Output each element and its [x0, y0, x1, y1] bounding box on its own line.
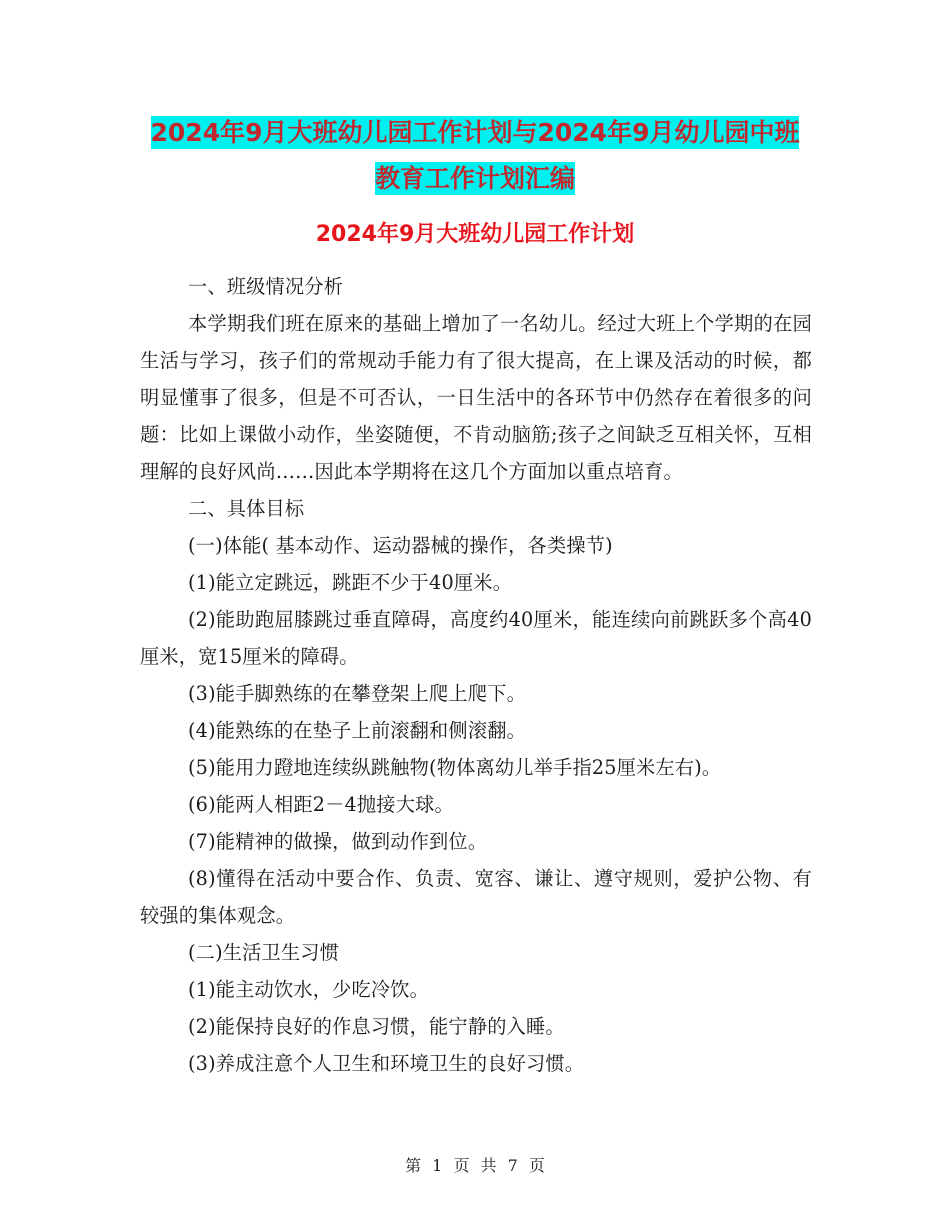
- subheading-hygiene: (二)生活卫生习惯: [188, 941, 340, 964]
- list-item: (2)能助跑屈膝跳过垂直障碍，高度约40厘米，能连续向前跳跃多个高40厘米，宽15厘米的障碍。: [140, 608, 812, 668]
- list-item: (2)能保持良好的作息习惯，能宁静的入睡。: [188, 1015, 565, 1038]
- section-title: 2024年9月大班幼儿园工作计划: [315, 222, 635, 247]
- list-item: (3)能手脚熟练的在攀登架上爬上爬下。: [188, 682, 526, 705]
- list-item: (1)能主动饮水，少吃冷饮。: [188, 978, 430, 1001]
- list-item: (8)懂得在活动中要合作、负责、宽容、谦让、遵守规则，爱护公物、有较强的集体观念。: [140, 867, 812, 927]
- page-number: 第 1 页 共 7 页: [405, 1156, 545, 1175]
- list-item: (1)能立定跳远，跳距不少于40厘米。: [188, 571, 513, 594]
- heading-specific-goals: 二、具体目标: [188, 497, 305, 520]
- list-item: (6)能两人相距2－4抛接大球。: [188, 793, 454, 816]
- list-item: (5)能用力蹬地连续纵跳触物(物体离幼儿举手指25厘米左右)。: [188, 756, 722, 779]
- document-title-text: 2024年9月大班幼儿园工作计划与2024年9月幼儿园中班教育工作计划汇编: [150, 118, 800, 193]
- list-item: (7)能精神的做操，做到动作到位。: [188, 830, 488, 853]
- document-body: [140, 268, 812, 1082]
- list-item: (3)养成注意个人卫生和环境卫生的良好习惯。: [188, 1052, 585, 1075]
- list-item: (4)能熟练的在垫子上前滚翻和侧滚翻。: [188, 719, 526, 742]
- document-title: [140, 110, 810, 202]
- paragraph-class-analysis: 本学期我们班在原来的基础上增加了一名幼儿。经过大班上个学期的在园生活与学习，孩子们的常规动手能力有了很大提高，在上课及活动的时候，都明显懂事了很多，但是不可否认，一日生活中的各环节中仍然存在着很多的问题：比如上课做小动作，坐姿随便，不肯动脑筋;孩子之间缺乏互相关怀，互相理解的良好风尚……因此本学期将在这几个方面加以重点培育。: [140, 312, 812, 483]
- heading-class-analysis: 一、班级情况分析: [188, 275, 344, 298]
- subheading-physical: (一)体能( 基本动作、运动器械的操作，各类操节): [188, 534, 613, 557]
